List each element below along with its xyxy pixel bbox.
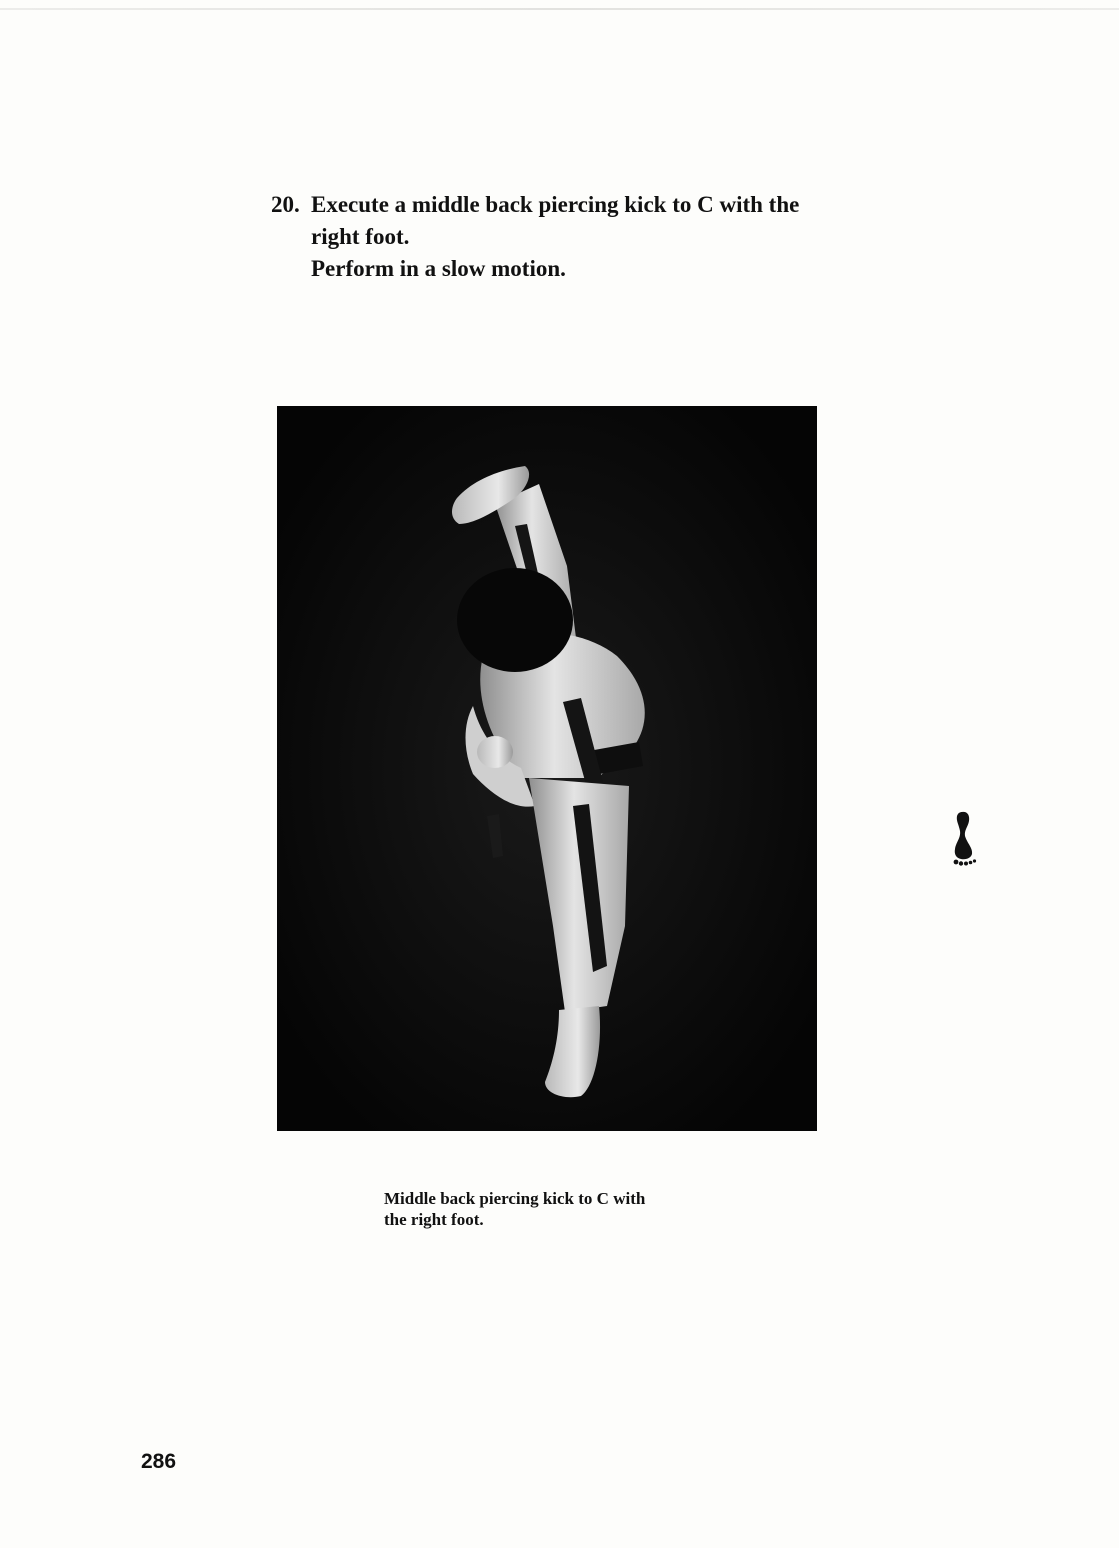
caption-line: Middle back piercing kick to C with: [384, 1189, 646, 1208]
kick-photo: [277, 406, 817, 1131]
instruction-line: right foot.: [311, 224, 410, 249]
photo-caption: [384, 1188, 764, 1230]
page-number: 286: [141, 1450, 177, 1473]
caption-line: the right foot.: [384, 1210, 484, 1229]
kick-photo-illustration: [277, 406, 817, 1131]
step-number: 20.: [271, 192, 300, 217]
step-instruction: [271, 189, 911, 285]
top-rule: [0, 8, 1119, 10]
instruction-line: Execute a middle back piercing kick to C with the: [311, 192, 800, 217]
instruction-line: Perform in a slow motion.: [311, 256, 566, 281]
footprint-icon: [950, 810, 980, 866]
